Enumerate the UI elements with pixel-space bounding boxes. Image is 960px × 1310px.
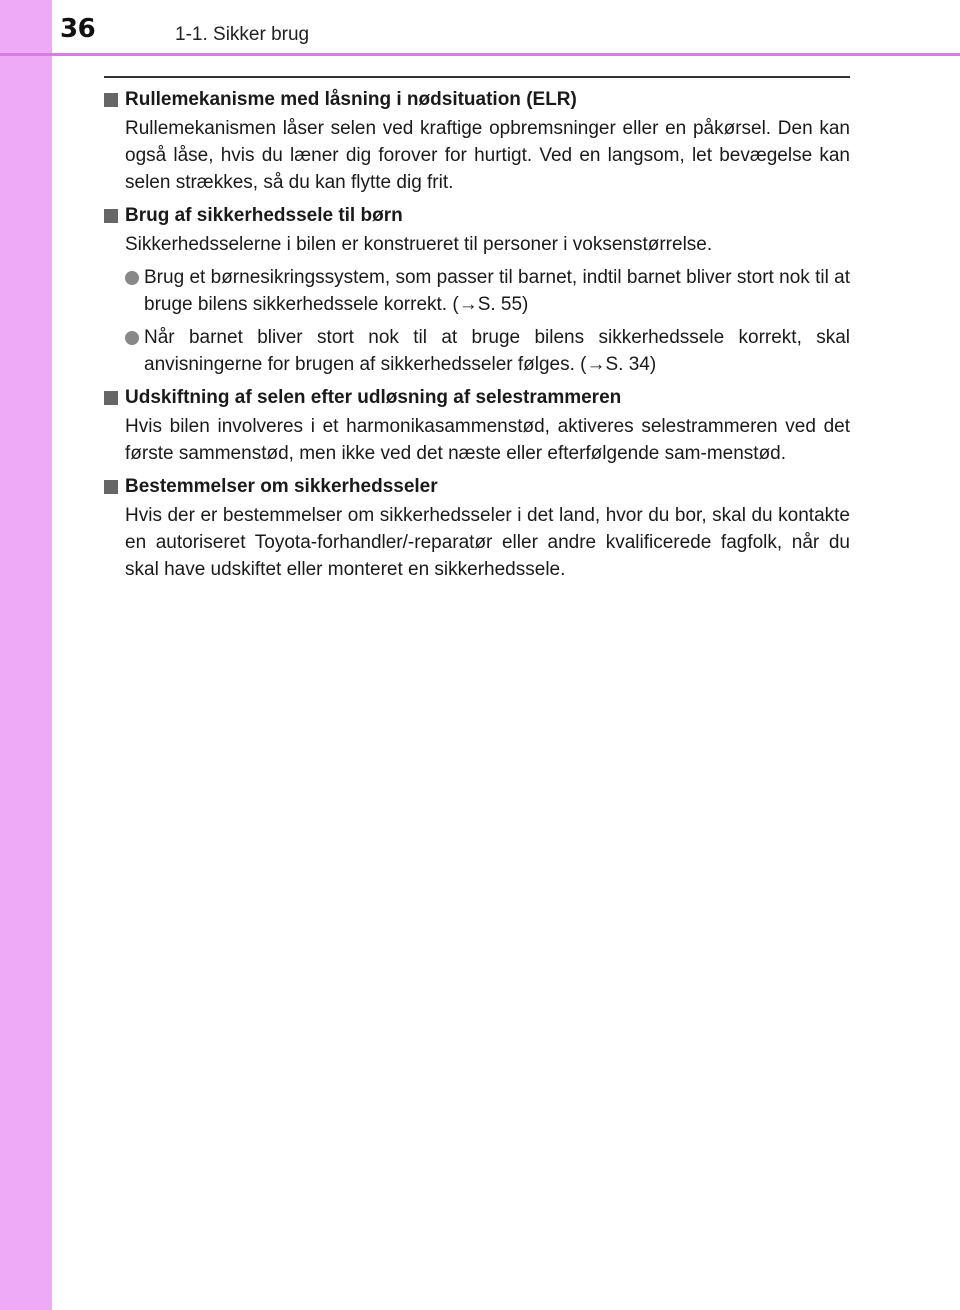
section-heading-text: Bestemmelser om sikkerhedsseler [125,476,438,497]
section-heading-text: Brug af sikkerhedssele til børn [125,205,403,226]
top-rule [104,76,850,78]
section-body: Sikkerhedsselerne i bilen er konstrueret til personer i voksenstørrelse. [125,234,713,255]
section-heading [104,202,850,229]
section-elr [104,86,850,196]
section-heading [104,384,850,411]
section-label: 1-1. Sikker brug [175,24,310,45]
section-child-belt [104,202,850,378]
list-item-text: Brug et børnesikringssystem, som passer til barnet, indtil barnet bliver stort nok til at bruge bilens sikkerhedssele korrekt. (→S. 55) [144,267,850,315]
section-body: Hvis der er bestemmelser om sikkerhedsseler i det land, hvor du bor, skal du kontakte en autoriseret Toyota-forhandler/-reparatør eller andre kvalificerede fagfolk, når du skal have udskiftet eller monteret en sikkerhedssele. [125,505,850,580]
section-heading [104,86,850,113]
section-body: Hvis bilen involveres i et harmonikasammenstød, aktiveres selestrammeren ved det første sammenstød, men ikke ved det næste eller efterfølgende sam-menstød. [125,416,850,464]
section-body: Rullemekanismen låser selen ved kraftige opbremsninger eller en påkørsel. Den kan også låse, hvis du læner dig forover for hurtigt. Ved en langsom, let bevægelse kan selen strækkes, så du kan flytte dig frit. [125,118,850,193]
header-divider [0,53,960,56]
section-heading-text: Rullemekanisme med låsning i nødsituation (ELR) [125,89,577,110]
list-item [125,264,850,318]
section-heading [104,473,850,500]
section-pretensioner [104,384,850,467]
list-item-text: Når barnet bliver stort nok til at bruge bilens sikkerhedssele korrekt, skal anvisningerne for brugen af sikkerhedsseler følges. (→S. 34) [144,327,850,375]
square-bullet-icon [104,391,118,405]
section-regulations [104,473,850,583]
section-heading-text: Udskiftning af selen efter udløsning af selestrammeren [125,387,622,408]
side-color-band [0,0,52,1310]
list-item [125,324,850,378]
round-bullet-icon [125,271,139,285]
square-bullet-icon [104,93,118,107]
header-corner-band [0,0,52,56]
page-number: 36 [60,14,96,44]
round-bullet-icon [125,331,139,345]
page-content [104,84,850,589]
page-header [0,0,960,56]
square-bullet-icon [104,480,118,494]
square-bullet-icon [104,209,118,223]
